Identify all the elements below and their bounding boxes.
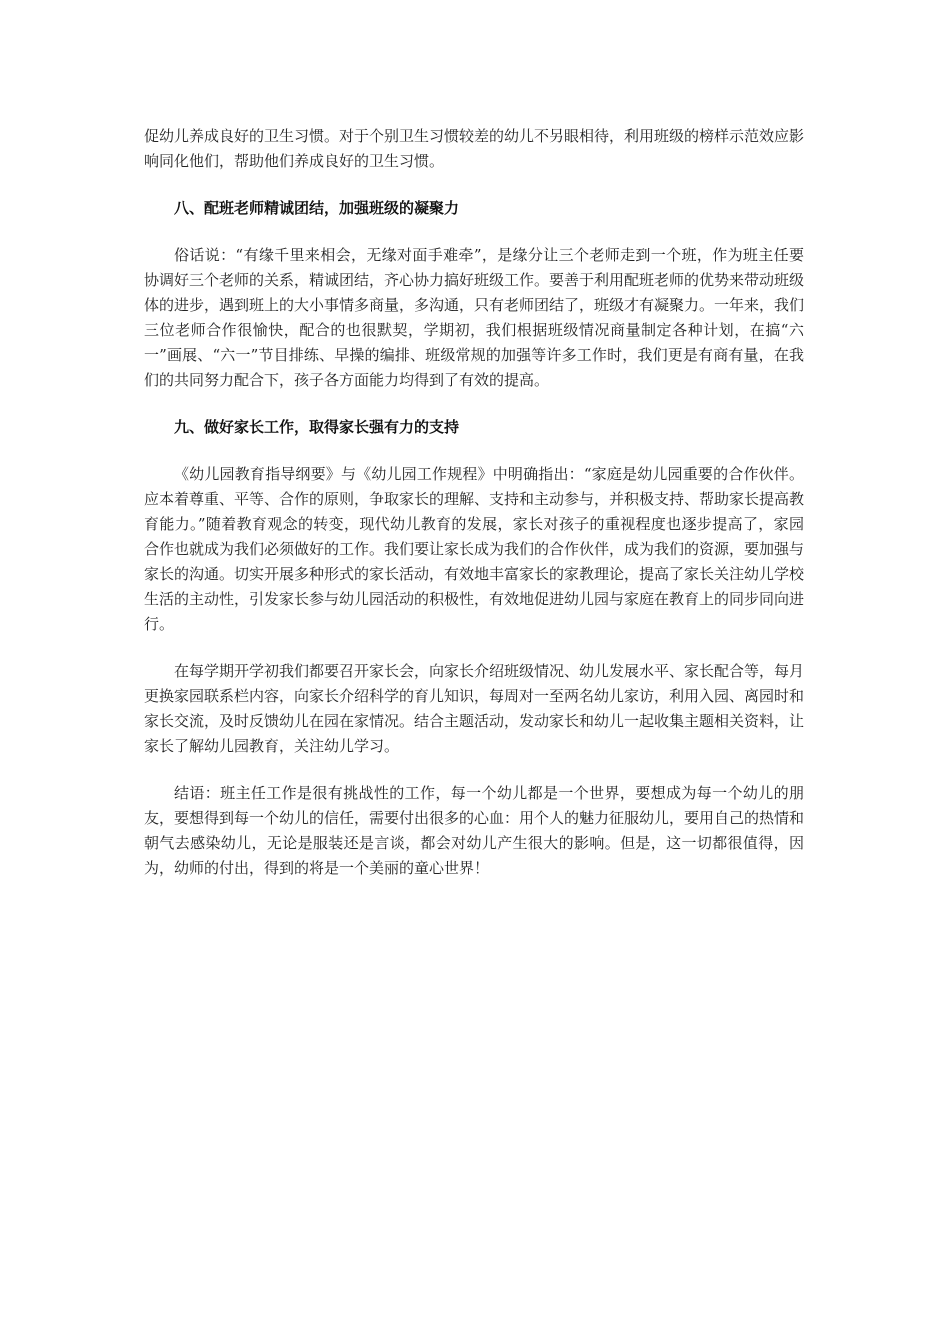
paragraph-parent-cooperation: 《幼儿园教育指导纲要》与《幼儿园工作规程》中明确指出：“家庭是幼儿园重要的合作伙伴。应本着尊重、平等、合作的原则，争取家长的理解、支持和主动参与，并积极支持、帮助家长提高教育能力。”随着教育观念的转变，现代幼儿教育的发展，家长对孩子的重视程度也逐步提高了，家园合作也就成为我们必须做好的工作。我们要让家长成为我们的合作伙伴，成为我们的资源，要加强与家长的沟通。切实开展多种形式的家长活动，有效地丰富家长的家教理论，提高了家长关注幼儿学校生活的主动性，引发家长参与幼儿园活动的积极性，有效地促进幼儿园与家庭在教育上的同步同向进行。 [144,465,805,633]
section-heading-8: 八、配班老师精诚团结，加强班级的凝聚力 [174,199,460,217]
paragraph-hygiene-continuation: 促幼儿养成良好的卫生习惯。对于个别卫生习惯较差的幼儿不另眼相待，利用班级的榜样示范效应影响同化他们，帮助他们养成良好的卫生习惯。 [144,127,805,170]
paragraph-conclusion: 结语：班主任工作是很有挑战性的工作，每一个幼儿都是一个世界，要想成为每一个幼儿的朋友，要想得到每一个幼儿的信任，需要付出很多的心血：用个人的魅力征服幼儿，要用自己的热情和朝气去感染幼儿，无论是服装还是言谈，都会对幼儿产生很大的影响。但是，这一切都很值得，因为，幼师的付出，得到的将是一个美丽的童心世界！ [144,784,805,877]
paragraph-parent-meetings: 在每学期开学初我们都要召开家长会，向家长介绍班级情况、幼儿发展水平、家长配合等，每月更换家园联系栏内容，向家长介绍科学的育儿知识，每周对一至两名幼儿家访，利用入园、离园时和家长交流，及时反馈幼儿在园在家情况。结合主题活动，发动家长和幼儿一起收集主题相关资料，让家长了解幼儿园教育，关注幼儿学习。 [144,662,805,755]
paragraph-teacher-unity: 俗话说：“有缘千里来相会，无缘对面手难牵”，是缘分让三个老师走到一个班，作为班主任要协调好三个老师的关系，精诚团结，齐心协力搞好班级工作。要善于利用配班老师的优势来带动班级体的进步，遇到班上的大小事情多商量，多沟通，只有老师团结了，班级才有凝聚力。一年来，我们三位老师合作很愉快，配合的也很默契，学期初，我们根据班级情况商量制定各种计划，在搞“六一”画展、“六一”节目排练、早操的编排、班级常规的加强等许多工作时，我们更是有商有量，在我们的共同努力配合下，孩子各方面能力均得到了有效的提高。 [144,246,805,389]
section-heading-9: 九、做好家长工作，取得家长强有力的支持 [174,418,460,436]
document-body [144,124,804,903]
